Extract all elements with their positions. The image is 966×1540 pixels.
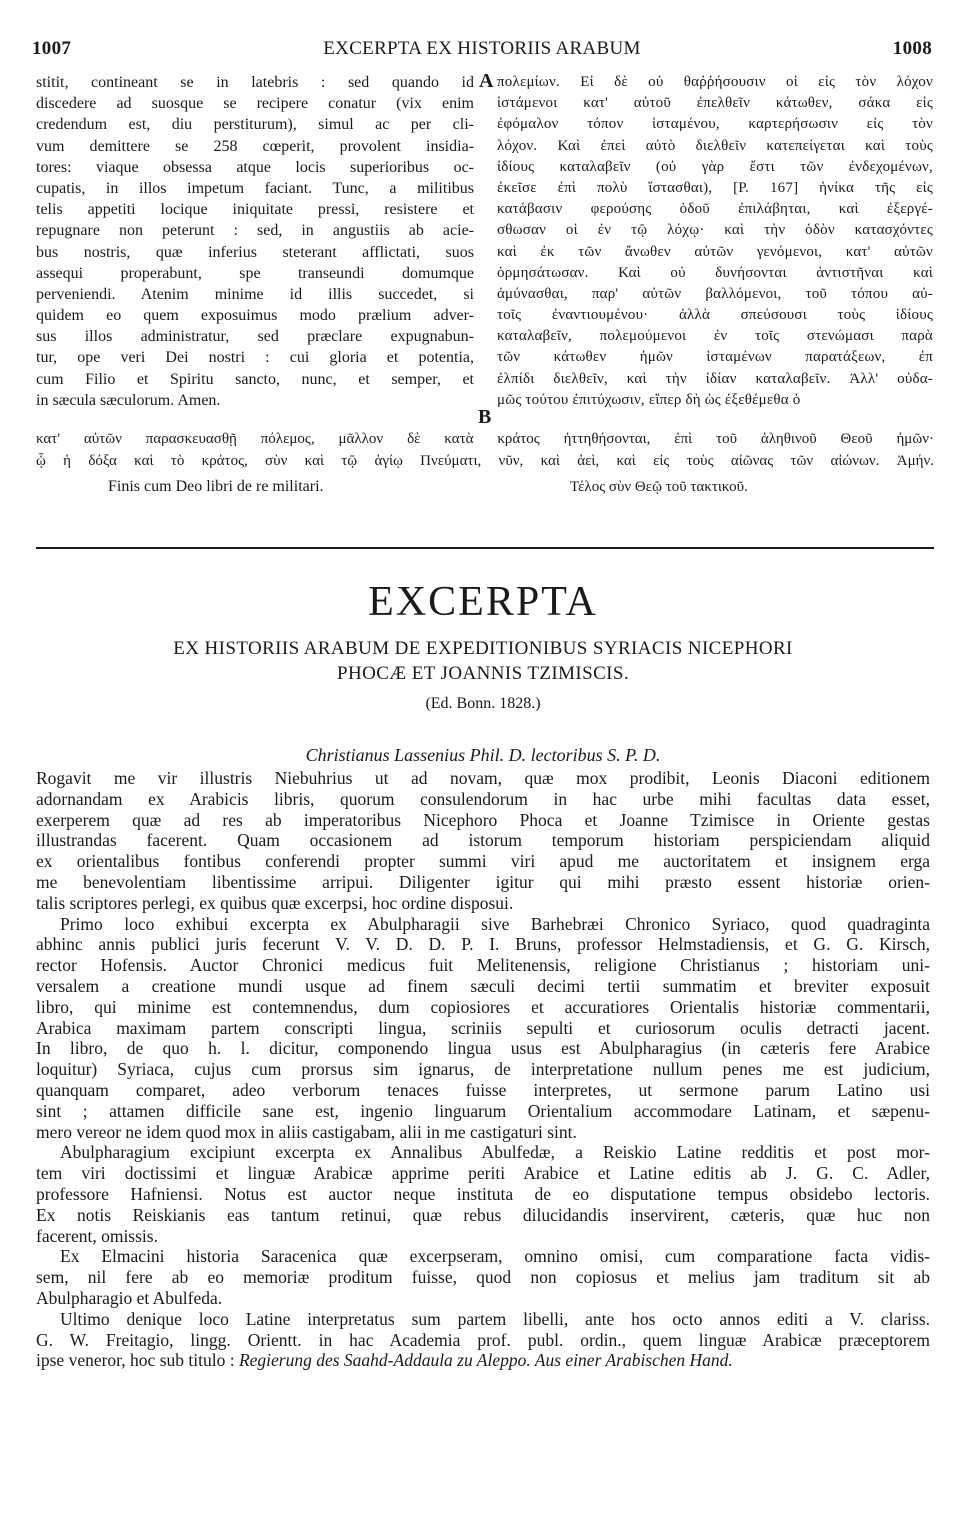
latin-line: tur, ope veri Dei nostri : cui gloria et potentia, bbox=[36, 349, 474, 367]
greek-line: ἐφόμαλον τόπον ἱσταμένου, καρτερήσωσιν εἰς τὸν bbox=[497, 116, 933, 133]
latin-line: telis appetiti locique iniquitate pressi, resistere et bbox=[36, 201, 474, 219]
body-line: quanquam comparet, adeo verborum tenaces fuisse interpretes, ut sermone parum Latino usi bbox=[36, 1079, 930, 1100]
greek-line: κατάβασιν φερούσης ὁδοῦ ἐπιλάβηται, καὶ ἐξεργέ- bbox=[497, 201, 933, 218]
body-line: libro, qui minime est contemnendus, dum copiosiores et accuratiores Orientalis historiæ commentarii, bbox=[36, 996, 930, 1017]
body-line: Ultimo denique loco Latine interpretatus sum partem libelli, ante hos octo annos editi a V. clariss. bbox=[60, 1308, 930, 1329]
finis-latin: Finis cum Deo libri de re militari. bbox=[108, 478, 324, 495]
edition-note: (Ed. Bonn. 1828.) bbox=[425, 695, 541, 712]
latin-line: tores: viaque obsessa atque locis superioribus oc- bbox=[36, 158, 474, 176]
body-line bbox=[36, 1350, 930, 1371]
greek-line: τῶν κάτωθεν ἡμῶν ἱσταμένων παρατάξεων, ἐπ bbox=[497, 349, 933, 366]
body-line: versalem a creatione mundi usque ad finem sæculi decimi tertii summatim et breviter exposuit bbox=[36, 975, 930, 996]
latin-line: credendum est, diu perstiturum), simul ac per cli- bbox=[36, 116, 474, 134]
page-number-right: 1008 bbox=[892, 38, 932, 59]
greek-column bbox=[497, 72, 933, 411]
latin-line: assequi properabunt, spe transeundi domumque bbox=[36, 264, 474, 282]
body-line: Ex Elmacini historia Saracenica quæ excerpseram, omnino omisi, cum comparatione facta vidis- bbox=[60, 1246, 930, 1267]
latin-line: cum Filio et Spiritu sancto, nunc, et semper, et bbox=[36, 370, 474, 388]
latin-line: quidem eo quem exposuimus modo prælium adver- bbox=[36, 307, 474, 325]
body-line: sem, nil fere ab eo memoriæ proditum fuisse, quod non copiosus et melius jam traditum sit ab bbox=[36, 1267, 930, 1288]
body-line: loquitur) Syriaca, cujus cum prorsus sim ignarus, de interpretatione nullum penes me est judicium, bbox=[36, 1059, 930, 1080]
body-line: sint ; attamen difficile sane est, ingenio linguarum Orientalium accommodare Latinam, et sæpenu- bbox=[36, 1100, 930, 1121]
latin-line: discedere ad suosque se recipere conatur (vix enim bbox=[36, 95, 474, 113]
body-line: me benevolentiam libentissime arripui. Diligenter igitur qui mihi præsto essent historiæ orien- bbox=[36, 871, 930, 892]
body-line: abhinc annis publici juris fecerunt V. V. D. D. P. I. Bruns, professor Helmstadiensis, et G. G. Kirsch, bbox=[36, 934, 930, 955]
page-number-left: 1007 bbox=[32, 38, 72, 59]
body-line: Primo loco exhibui excerpta ex Abulpharagii sive Barhebræi Chronico Syriaco, quod quadraginta bbox=[60, 913, 930, 934]
body-line: In libro, de quo h. l. dicitur, componendo lingua usus est Abulpharagius (in cæteris fere Arabice bbox=[36, 1038, 930, 1059]
section-subtitle-line-2: PHOCÆ ET JOANNIS TZIMISCIS. bbox=[337, 663, 629, 684]
body-line: illustrandas facerent. Quam occasionem ad istorum temporum historiam perspiciendam aliquid bbox=[36, 830, 930, 851]
greek-line: ἰδίους καταλαβεῖν (οὐ γὰρ ἔστι τῶν ἐνδεχομένων, bbox=[497, 158, 933, 175]
latin-line: bus nostris, quæ inferius steterant afflictati, suos bbox=[36, 243, 474, 261]
greek-line: μῶς τούτου ἐπιτύχωσιν, εἴπερ δὴ ὡς ἐξεθέμεθα ὁ bbox=[497, 391, 801, 408]
body-line-lead: ipse veneror, hoc sub titulo : bbox=[36, 1350, 239, 1371]
greek-line: σθωσαν οἱ ἐν τῷ λόχῳ· καὶ τὴν ὁδὸν κατασχόντες bbox=[497, 222, 933, 239]
book-title-italic: Regierung des Saahd-Addaula zu Aleppo. Aus einer Arabischen Hand. bbox=[238, 1350, 733, 1371]
greek-line: ἱστάμενοι κατ' αὐτοῦ ἐπελθεῖν κάτωθεν, σάκα εἰς bbox=[497, 95, 933, 112]
latin-line: repugnare non peterunt : sed, in angustiis ab acie- bbox=[36, 222, 474, 240]
greek-line: ἀμύνασθαι, παρ' αὐτῶν βαλλόμενοι, τοῦ τόπου αὐ- bbox=[497, 285, 933, 302]
body-line: Abulpharagio et Abulfeda. bbox=[36, 1287, 223, 1308]
latin-line: in sæcula sæculorum. Amen. bbox=[36, 391, 221, 409]
body-line: G. W. Freitagio, lingg. Orientt. in hac Academia prof. publ. ordin., quem linguæ Arabicæ præceptorem bbox=[36, 1329, 930, 1350]
section-subtitle-line-1: EX HISTORIIS ARABUM DE EXPEDITIONIBUS SYRIACIS NICEPHORI bbox=[173, 638, 793, 659]
greek-line: τοῖς ἐναντιουμένου· ἀλλὰ σπεύσουσι τοὺς ἰδίους bbox=[497, 307, 933, 324]
body-line: Arabica maximam partem conscripti lingua, scriniis sepulti et curiosorum oculis detracti jacent. bbox=[36, 1017, 930, 1038]
finis-greek: Τέλος σὺν Θεῷ τοῦ τακτικοῦ. bbox=[570, 479, 748, 495]
body-line: Abulpharagium excipiunt excerpta ex Annalibus Abulfedæ, a Reiskio Latine redditis et post mor- bbox=[60, 1142, 930, 1163]
greek-line: πολεμίων. Εἰ δὲ οὐ θαῤῥήσουσιν οἱ εἰς τὸν λόχον bbox=[497, 74, 933, 90]
salutation: Christianus Lassenius Phil. D. lectoribus S. P. D. bbox=[305, 745, 661, 765]
latin-line: vum demittere se 258 cœperit, provolent insidia- bbox=[36, 137, 474, 155]
greek-line: ἐλπίδι διελθεῖν, καὶ τὴν ἰδίαν καταλαβεῖν. Ἀλλ' οὐδα- bbox=[497, 370, 933, 387]
latin-line: perveniendi. Atenim minime id illis succedet, si bbox=[36, 285, 474, 303]
greek-full-line: ᾧ ἡ δόξα καὶ τὸ κράτος, σὺν καὶ τῷ ἁγίῳ Πνεύματι, νῦν, καὶ ἀεὶ, καὶ εἰς τοὺς αἰῶνας τῶν αἰώνων. Ἀμήν. bbox=[36, 453, 934, 469]
body-line: Ex notis Reiskianis eas tantum retinui, quæ rebus dilucidandis inservirent, cæteris, quæ huc non bbox=[36, 1204, 930, 1225]
running-title: EXCERPTA EX HISTORIIS ARABUM bbox=[323, 38, 641, 59]
greek-line: λόχον. Καὶ ἐπεὶ αὐτὸ διελθεῖν κατεπείγεται καὶ τοὺς bbox=[497, 137, 933, 154]
body-line: professore Hafniensi. Notus est auctor neque instituta de eo disputatione tempus obsidebo lectoris. bbox=[36, 1183, 930, 1204]
latin-column bbox=[36, 72, 474, 411]
running-header bbox=[32, 38, 932, 64]
body-line: exerperem quæ ad res ab imperatoribus Nicephoro Phoca et Joanne Tzimisce in Oriente gestas bbox=[36, 809, 930, 830]
greek-line: ἐκεῖσε ἐπὶ πολὺ ἵστασθαι), [P. 167] ἡνίκα τῆς εἰς bbox=[497, 179, 933, 196]
body-line: adornandam ex Arabicis libris, quorum consulendorum in hac urbe mihi facultas data esset, bbox=[36, 788, 930, 809]
body-line: tem viri doctissimi et linguæ Arabicæ apprime periti Arabice et Latine editis ab J. G. C. Adler, bbox=[36, 1163, 930, 1184]
greek-full-line: κατ' αὐτῶν παρασκευασθῇ πόλεμος, μᾶλλον δὲ κατὰ κράτος ἡττηθήσονται, ἐπὶ τοῦ ἀληθινοῦ Θεοῦ ἡμῶν· bbox=[36, 431, 934, 447]
preface-body bbox=[36, 768, 930, 1371]
body-line: ex orientalibus fontibus conferendi propter summi viri apud me auctoritatem et insignem erga bbox=[36, 851, 930, 872]
section-divider bbox=[36, 547, 934, 549]
body-line: facerent, omissis. bbox=[36, 1225, 158, 1246]
body-line: talis scriptores perlegi, ex quibus quæ excerpsi, hoc ordine disposui. bbox=[36, 892, 514, 913]
column-marker-b: B bbox=[478, 406, 492, 428]
greek-line: καὶ ἐκ τῶν ἄνωθεν αὐτῶν γενόμενοι, κατ' αὐτῶν bbox=[497, 243, 933, 260]
column-marker-a: A bbox=[479, 70, 494, 92]
greek-line: καταλαβεῖν, πολεμούμενοι ἐν τοῖς στενώμασι παρὰ bbox=[497, 328, 933, 345]
section-title: EXCERPTA bbox=[368, 579, 598, 625]
latin-line: sus illos administratur, sed præclare expugnabun- bbox=[36, 328, 474, 346]
greek-line: ὁρμησάτωσαν. Καὶ οὐ δυνήσονται ἀντιστῆναι καὶ bbox=[497, 264, 933, 281]
body-line: Rogavit me vir illustris Niebuhrius ut ad novam, quæ mox prodibit, Leonis Diaconi editionem bbox=[36, 768, 930, 788]
latin-line: cupatis, in illos impetum faciant. Tunc, a militibus bbox=[36, 179, 474, 197]
latin-line: stitit, contineant se in latebris : sed quando id bbox=[36, 74, 474, 91]
body-line: mero vereor ne idem quod mox in aliis castigabam, alii in me castigaturi sint. bbox=[36, 1121, 577, 1142]
body-line: rector Hofensis. Auctor Chronici medicus fuit Melitenensis, religione Christianus ; historiam uni- bbox=[36, 955, 930, 976]
